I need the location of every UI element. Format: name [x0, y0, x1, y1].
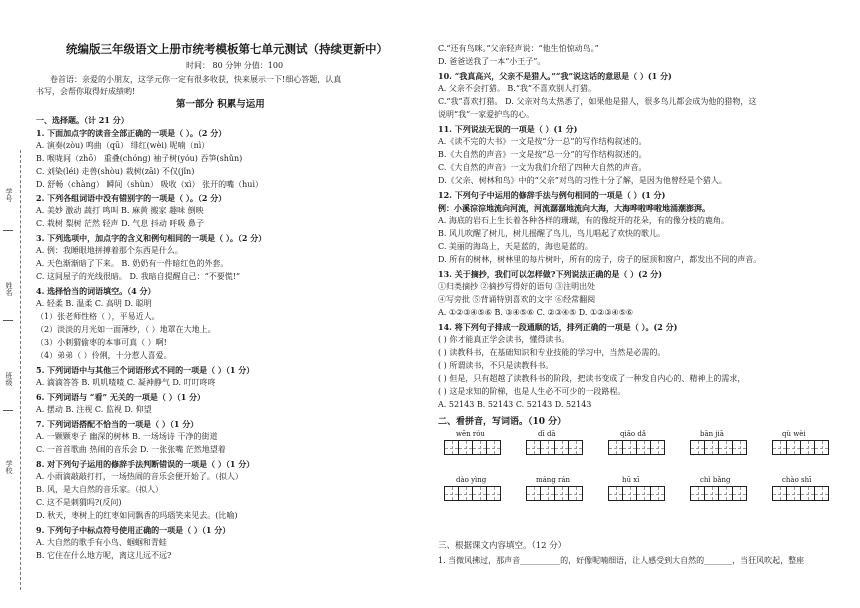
pinyin-label: hū xī: [622, 476, 640, 484]
writing-grid[interactable]: [608, 440, 664, 455]
option-line: A.《读不完的大书》一文是按“分一总”的写作结构叙述的。: [438, 137, 647, 146]
pinyin-label: chì bǎng: [700, 476, 731, 484]
option-line: D. 舒畅（chàng） 瞬间（shùn） 吸收（xì） 张开的嘴（huì）: [36, 180, 264, 189]
blank-line: （4）弟弟（ ）伶俐，十分惹人喜爱。: [36, 351, 172, 360]
pinyin-label: dào yìng: [456, 476, 487, 484]
option-line: B. 风儿吹醒了树儿，树儿摇醒了鸟儿，鸟儿唱起了欢快的歌儿。: [438, 229, 665, 238]
writing-grid[interactable]: [772, 440, 828, 455]
option-line: C. 美丽的海岛上，天是蓝的，海也是蓝的。: [438, 242, 593, 251]
option-line: A. 例：我睡眼地拼搏着那个东西是什么。: [36, 246, 183, 255]
exam-title: 统编版三年级语文上册市统考模板第七单元测试（持续更新中）: [66, 42, 388, 56]
option-line: C. 一首首歌曲 热闹的音乐会 D. 一张张嘴 茫然地望着: [36, 445, 226, 454]
section-heading-1: 一、选择题。（计 21 分）: [36, 115, 129, 125]
margin-label-class: 班级: [5, 372, 13, 386]
question-10: 10. “我真高兴，父亲不是猎人。”“我”说这话的意思是（ ）(1 分): [438, 71, 672, 81]
option-line: B. 它住在什么地方呢，离这儿远不远?: [36, 551, 172, 560]
question-7: 7. 下列词语搭配不恰当的一项是（ ）（1 分）: [36, 419, 199, 429]
ordering-line: ( ) 读教科书，在基础知识和专业技能的学习中，当然是必需的。: [438, 348, 666, 357]
margin-label-school: 学校: [5, 460, 13, 474]
option-line: A. 52143 B. 52143 C. 52143 D. 52143: [438, 400, 592, 409]
question-13: 13. 关于摘抄，我们可以怎样做?下列说法正确的是（ ）(2 分): [438, 269, 663, 279]
blank-line: （3）小刺猬偷枣的本事可真（ ）啊!: [36, 338, 167, 347]
option-line: ④写旁批 ⑤背诵特别喜欢的文字 ⑥经常翻阅: [438, 295, 596, 304]
pinyin-label: qiāo dǎ: [620, 430, 646, 438]
option-line: A. 轻柔 B. 温柔 C. 高明 D. 聪明: [36, 299, 152, 308]
option-line: B. 喉咙间（zhō） 重叠(chóng) 袖子树(yóu) 吞笋(shǔn): [36, 154, 243, 163]
option-line: D. 爸爸送我了一本“小王子”。: [438, 57, 546, 66]
pinyin-label: máng rán: [536, 476, 571, 484]
ordering-line: ( ) 所谓读书，不只是读教科书。: [438, 361, 554, 370]
example-sentence: 例：小溪淙淙地流向河流，河流潺潺地流向大海，大海哗啦哗啦地涌潮澎湃。: [438, 203, 710, 213]
option-line: B. 风，是大自然的音乐家。（拟人）: [36, 485, 163, 494]
writing-grid[interactable]: [526, 440, 582, 455]
intro-line-2: 书写，会帮你取得好成绩哟!: [36, 87, 136, 96]
question-12: 12. 下列句子中运用的修辞手法与例句相同的一项是（ ）(1 分): [438, 190, 666, 200]
option-line: A. 一颗颗枣子 幽深的树林 B. 一场场诗 干净的街道: [36, 432, 218, 441]
question-2: 2. 下列各组词语中没有错别字的一项是（ ）。（2 分）: [36, 193, 227, 203]
option-line: A. ①②③④⑤⑥ B. ③④⑤⑥ C. ②③④⑤ D. ①②③④⑤⑥: [438, 308, 634, 317]
option-line: D. 秋天，枣树上的红枣如同飘香的玛瑙笑来见去。(比喻): [36, 511, 238, 520]
section-heading-2: 二、看拼音，写词语。（10 分）: [438, 417, 567, 427]
ordering-line: ( ) 这是求知的阶梯，也是人生必不可少的一段路程。: [438, 387, 626, 396]
question-1: 1. 下面加点字的读音全部正确的一项是（ ）。（2 分）: [36, 128, 227, 138]
question-5: 5. 下列词语中与其他三个词语形式不同的一项是（ ）（1 分）: [36, 365, 255, 375]
option-line: C. 这不是刺猬吗?(反问): [36, 498, 122, 507]
writing-grid[interactable]: [608, 486, 664, 501]
writing-grid[interactable]: [690, 486, 746, 501]
option-line: A. 摆动 B. 注视 C. 监视 D. 仰望: [36, 405, 152, 414]
option-line: A. 演奏(zòu) 鸣曲（qū） 绯红(wèi) 呢喃（nì）: [36, 141, 210, 150]
question-4: 4. 选择恰当的词语填空。（4 分）: [36, 286, 156, 296]
option-line: A. 父亲不会打猎。 B.“我”不喜欢别人打猎。: [438, 84, 597, 93]
binding-margin: [0, 0, 28, 608]
pinyin-label: chào shī: [782, 476, 812, 484]
margin-fill-line: [3, 410, 13, 411]
exam-meta: 时间： 80 分钟 分值：100: [186, 61, 284, 70]
pinyin-label: bān jiā: [700, 430, 724, 438]
margin-label-name: 姓名: [5, 282, 13, 296]
option-line: D.《父亲、树林和鸟》中的“父亲”对鸟的习性十分了解，是因为他曾经是个猎人。: [438, 176, 727, 185]
ordering-line: ( ) 但是，只有超越了读教科书的阶段，把读书变成了一种发自内心的、精神上的需求，: [438, 374, 746, 383]
question-11: 11. 下列说法无误的一项是（ ）(1 分): [438, 124, 578, 134]
option-line: A. 大自然的歌手有小鸟、蝈蝈和青蛙: [36, 538, 167, 547]
option-line: ①归类摘抄 ②摘抄写得好的语句 ③注明出处: [438, 282, 596, 291]
question-9: 9. 下列句子中标点符号使用正确的一项是（ ）（1 分）: [36, 525, 231, 535]
option-line: A. 小雨滴敲敲打打，一场热闹的音乐会便开始了。（拟人）: [36, 472, 243, 481]
option-line: D. 所有的树林，树林里的每片树叶，所有的房子，房子的屋顶和窗户，都发出不同的声音。: [438, 255, 762, 264]
pinyin-label: dī dā: [538, 430, 556, 438]
part-heading: 第一部分 积累与运用: [176, 99, 265, 110]
writing-grid[interactable]: [526, 486, 582, 501]
section-heading-3: 三、根据课文内容填空。（12 分）: [438, 541, 567, 551]
option-line: A. 海底的岩石上生长着各种各样的珊瑚，有的像绽开的花朵，有的像分枝的鹿角。: [438, 216, 729, 225]
option-line: C.“我”喜欢打猎。 D. 父亲对鸟太热悉了，如果他是猎人，很多鸟儿都会成为他的猎物，这: [438, 97, 757, 106]
option-line: C. 刘染(léi) 走兽(shòu) 栽树(zāi) 不仅(jǐn): [36, 167, 195, 176]
writing-grid[interactable]: [772, 486, 828, 501]
blank-line: （2）淡淡的月光如一面薄纱，（ ）地罩在大地上。: [36, 325, 216, 334]
question-8: 8. 对下列句子运用的修辞手法判断错误的一项是（ ）（1 分）: [36, 459, 255, 469]
option-line: 说明“我”一家爱护鸟的心。: [438, 110, 535, 119]
binding-line: [20, 150, 21, 590]
blank-line: （1）张老师性格（ ），平易近人。: [36, 312, 160, 321]
option-line: A. 滴滴答答 B. 叽叽喳喳 C. 凝神静气 D. 叮叮咚咚: [36, 378, 216, 387]
question-14: 14. 将下列句子排成一段通顺的话，排列正确的一项是（ ）。(2 分): [438, 322, 678, 332]
pinyin-label: qù wèi: [782, 430, 806, 438]
intro-line-1: 卷首语：亲爱的小朋友，这学元你一定有很多收获，快来展示一下!细心答题，认真: [50, 75, 342, 84]
writing-grid[interactable]: [444, 440, 500, 455]
fill-blank-line: 1. 当微风拂过，那声音__________的，好像呢喃细语，让人感受到大自然的_______，当狂风吹起，整座: [438, 556, 805, 565]
option-line: C.《大自然的声音》一文为我们介绍了四种大自然的声音。: [438, 163, 647, 172]
option-line: C. 这间屋子的光线很暗。 D. 我暗自提醒自己：“不要慌!”: [36, 272, 241, 281]
option-line: B.《大自然的声音》一文是按“总一分”的写作结构叙述的。: [438, 150, 647, 159]
question-6: 6. 下列词语与 “看” 无关的一项是（ ）（1 分）: [36, 392, 206, 402]
option-line: A. 美妙 激动 蔬打 鸣叫 B. 麻黄 搬家 趣味 倒映: [36, 206, 204, 215]
margin-fill-line: [3, 230, 13, 231]
option-line: A. 天色渐渐暗了下来。 B. 奶奶有一件暗红色的外套。: [36, 259, 229, 268]
margin-label-student-id: 学号: [5, 188, 13, 202]
margin-fill-line: [3, 320, 13, 321]
ordering-line: ( ) 你才能真正学会读书，懂得读书。: [438, 335, 570, 344]
option-line: C. 栽树 梨树 茫然 轻声 D. 气息 抖动 呼吸 鼻子: [36, 219, 204, 228]
option-line: C.“还有鸟咪。”父亲轻声说：“他生怕惊动鸟。”: [438, 44, 599, 53]
question-3: 3. 下列选项中，加点字的含义和例句相同的一项是（ ）。（2 分）: [36, 233, 267, 243]
writing-grid[interactable]: [444, 486, 500, 501]
pinyin-label: wēn róu: [456, 430, 485, 438]
writing-grid[interactable]: [690, 440, 746, 455]
